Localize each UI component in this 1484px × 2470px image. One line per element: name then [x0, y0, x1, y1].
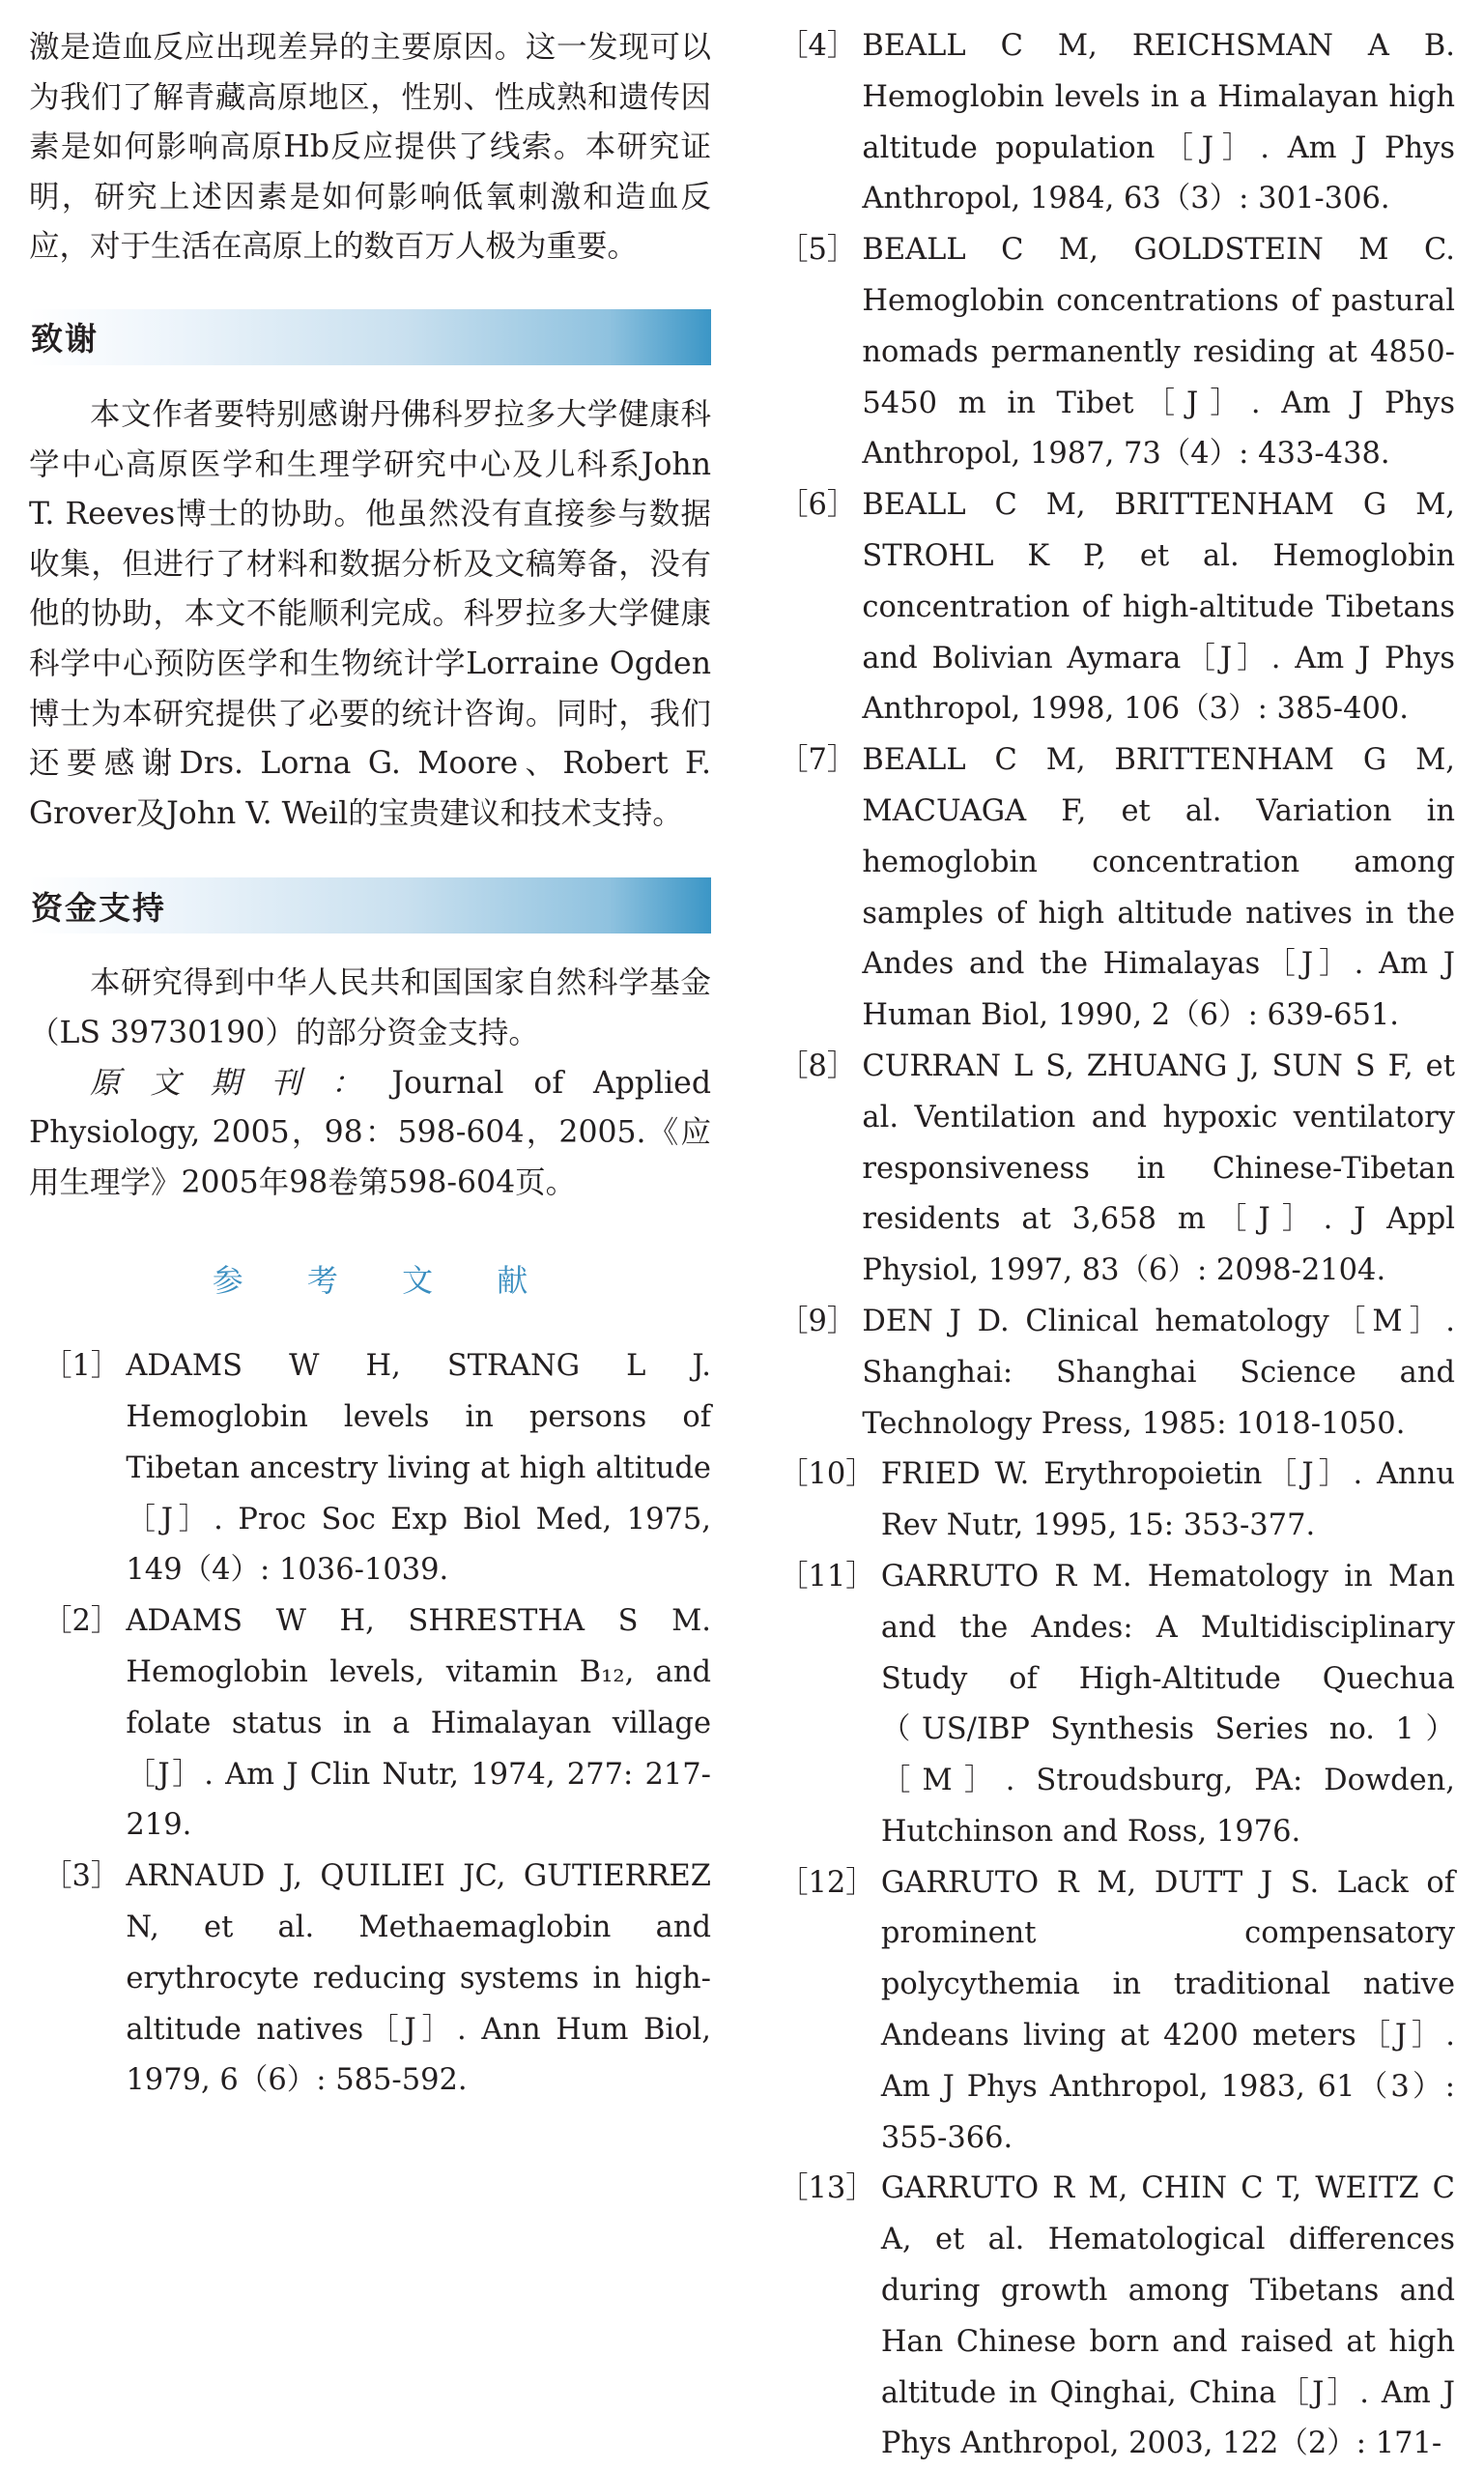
- reference-text: BEALL C M, BRITTENHAM G M, STROHL K P, et al. Hemoglobin concentration of high-altitude Tibetans and Bolivian Aymara［J］. Am J Phys Anthropol, 1998, 106（3）: 385-400.: [862, 488, 1455, 727]
- reference-text: FRIED W. Erythropoietin［J］. Annu Rev Nutr, 1995, 15: 353-377.: [880, 1457, 1455, 1543]
- funding-text: 本研究得到中华人民共和国国家自然科学基金（LS 39730190）的部分资金支持。: [29, 965, 711, 1050]
- acknowledgement-text: 本文作者要特别感谢丹佛科罗拉多大学健康科学中心高原医学和生理学研究中心及儿科系John T. Reeves博士的协助。他虽然没有直接参与数据收集，但进行了材料和数据分析及文稿筹备，没有他的协助，本文不能顺利完成。科罗拉多大学健康科学中心预防医学和生物统计学Lorraine Ogden博士为本研究提供了必要的统计咨询。同时，我们还要感谢Drs. Lorna G. Moore、Robert F. Grover及John V. Weil的宝贵建议和技术支持。: [29, 396, 711, 831]
- reference-number: ［3］: [43, 1859, 121, 1894]
- reference-number: ［7］: [779, 743, 857, 778]
- source-label: 原文期刊：: [90, 1065, 392, 1101]
- reference-text: CURRAN L S, ZHUANG J, SUN S F, et al. Ventilation and hypoxic ventilatory responsiveness in Chinese-Tibetan residents at 3,658 m［J］. J Appl Physiol, 1997, 83（6）: 2098-2104.: [862, 1048, 1455, 1288]
- reference-item: [29, 1596, 711, 1852]
- reference-number: ［12］: [779, 1865, 875, 1900]
- reference-item: [779, 1450, 1455, 1552]
- reference-item: [29, 1852, 711, 2107]
- source-text: Journal of Applied Physiology, 2005，98：598-604，2005.《应用生理学》2005年98卷第598-604页。: [29, 1065, 711, 1200]
- reference-number: ［2］: [43, 1604, 121, 1639]
- funding-heading: 资金支持: [31, 888, 166, 927]
- references-list-left: [29, 1341, 711, 2107]
- right-column: [779, 21, 1455, 2470]
- reference-item: [779, 1858, 1455, 2165]
- intro-paragraph: 激是造血反应出现差异的主要原因。这一发现可以为我们了解青藏高原地区，性别、性成熟和遗传因素是如何影响高原Hb反应提供了线索。本研究证明，研究上述因素是如何影响低氧刺激和造血反应，对于生活在高原上的数百万人极为重要。: [29, 30, 711, 265]
- reference-text: GARRUTO R M, CHIN C T, WEITZ C A, et al. Hematological differences during growth among Tibetans and Han Chinese born and raised at high altitude in Qinghai, China［J］. Am J Phys Anthropol, 2003, 122（2）: 171-: [880, 2171, 1455, 2461]
- references-list-right: [779, 21, 1455, 2470]
- reference-text: GARRUTO R M. Hematology in Man and the Andes: A Multidisciplinary Study of High-Altitude Quechua（US/IBP Synthesis Series no. 1）［M］. Stroudsburg, PA: Dowden, Hutchinson and Ross, 1976.: [880, 1559, 1455, 1849]
- acknowledgement-heading-bar: [29, 309, 711, 365]
- reference-text: BEALL C M, REICHSMAN A B. Hemoglobin levels in a Himalayan high altitude population［J］. Am J Phys Anthropol, 1984, 63（3）: 301-306.: [862, 29, 1455, 216]
- reference-item: [779, 2164, 1455, 2470]
- references-heading: 参 考 文 献: [212, 1262, 556, 1300]
- reference-number: ［6］: [779, 488, 857, 523]
- reference-item: [779, 480, 1455, 735]
- reference-item: [29, 1341, 711, 1596]
- reference-item: [779, 225, 1455, 480]
- acknowledgement-heading: 致谢: [31, 320, 99, 359]
- reference-item: [779, 735, 1455, 1042]
- reference-item: [779, 1297, 1455, 1450]
- reference-number: ［13］: [779, 2171, 875, 2206]
- reference-text: ADAMS W H, STRANG L J. Hemoglobin levels in persons of Tibetan ancestry living at high altitude［J］. Proc Soc Exp Biol Med, 1975, 149（4）: 1036-1039.: [126, 1349, 711, 1588]
- funding-heading-bar: [29, 877, 711, 933]
- source-journal: [29, 1059, 711, 1209]
- reference-item: [779, 1042, 1455, 1297]
- reference-number: ［10］: [779, 1457, 875, 1492]
- reference-number: ［9］: [779, 1304, 857, 1338]
- reference-number: ［11］: [779, 1559, 875, 1594]
- reference-number: ［8］: [779, 1048, 857, 1083]
- reference-text: BEALL C M, BRITTENHAM G M, MACUAGA F, et al. Variation in hemoglobin concentration among samples of high altitude natives in the Andes and the Himalayas［J］. Am J Human Biol, 1990, 2（6）: 639-651.: [862, 743, 1455, 1033]
- reference-text: BEALL C M, GOLDSTEIN M C. Hemoglobin concentrations of pastural nomads permanently residing at 4850-5450 m in Tibet［J］. Am J Phys Anthropol, 1987, 73（4）: 433-438.: [862, 233, 1455, 472]
- reference-number: ［1］: [43, 1349, 121, 1384]
- reference-item: [779, 1552, 1455, 1858]
- reference-number: ［4］: [779, 29, 857, 63]
- reference-text: ARNAUD J, QUILIEI JC, GUTIERREZ N, et al. Methaemaglobin and erythrocyte reducing systems in high-altitude natives［J］. Ann Hum Biol, 1979, 6（6）: 585-592.: [126, 1859, 711, 2098]
- reference-item: [779, 21, 1455, 225]
- reference-text: GARRUTO R M, DUTT J S. Lack of prominent compensatory polycythemia in traditional native Andeans living at 4200 meters［J］. Am J Phys Anthropol, 1983, 61（3）: 355-366.: [880, 1865, 1455, 2155]
- reference-text: ADAMS W H, SHRESTHA S M. Hemoglobin levels, vitamin B₁₂, and folate status in a Himalayan village［J］. Am J Clin Nutr, 1974, 277: 217-219.: [126, 1604, 711, 1843]
- left-column: [29, 23, 711, 2107]
- reference-text: DEN J D. Clinical hematology［M］. Shanghai: Shanghai Science and Technology Press, 1985: 1018-1050.: [862, 1304, 1455, 1441]
- reference-number: ［5］: [779, 233, 857, 268]
